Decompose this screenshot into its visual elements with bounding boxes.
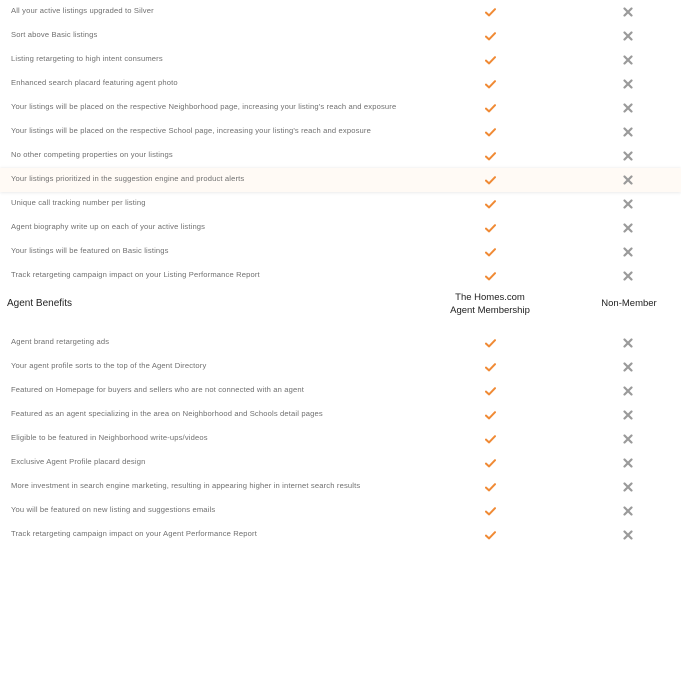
checkmark-icon bbox=[480, 499, 500, 523]
close-icon bbox=[618, 499, 638, 523]
table-row bbox=[0, 144, 681, 168]
table-row bbox=[0, 355, 681, 379]
feature-label: Agent biography write up on each of your active listings bbox=[11, 222, 206, 231]
member-heading-line2: Agent Membership bbox=[450, 305, 530, 316]
close-icon bbox=[618, 331, 638, 355]
close-icon bbox=[618, 264, 638, 288]
close-icon bbox=[618, 168, 638, 192]
table-row bbox=[0, 475, 681, 499]
close-icon bbox=[618, 240, 638, 264]
feature-label: Agent brand retargeting ads bbox=[11, 337, 110, 346]
feature-label: You will be featured on new listing and suggestions emails bbox=[11, 505, 216, 514]
checkmark-icon bbox=[480, 168, 500, 192]
checkmark-icon bbox=[480, 403, 500, 427]
close-icon bbox=[618, 403, 638, 427]
close-icon bbox=[618, 96, 638, 120]
checkmark-icon bbox=[480, 72, 500, 96]
agent-benefits-header bbox=[0, 288, 681, 331]
feature-label: Your listings will be placed on the respective Neighborhood page, increasing your listing's reach and exposure bbox=[11, 102, 397, 111]
checkmark-icon bbox=[480, 379, 500, 403]
checkmark-icon bbox=[480, 331, 500, 355]
table-row bbox=[0, 379, 681, 403]
feature-label: Sort above Basic listings bbox=[11, 30, 98, 39]
table-row bbox=[0, 427, 681, 451]
table-row bbox=[0, 168, 681, 192]
table-row bbox=[0, 264, 681, 288]
close-icon bbox=[618, 379, 638, 403]
close-icon bbox=[618, 120, 638, 144]
feature-label: Eligible to be featured in Neighborhood write-ups/videos bbox=[11, 433, 208, 442]
checkmark-icon bbox=[480, 24, 500, 48]
feature-label: Unique call tracking number per listing bbox=[11, 198, 146, 207]
close-icon bbox=[618, 192, 638, 216]
checkmark-icon bbox=[480, 48, 500, 72]
checkmark-icon bbox=[480, 120, 500, 144]
table-row bbox=[0, 192, 681, 216]
table-row bbox=[0, 48, 681, 72]
table-row bbox=[0, 0, 681, 24]
close-icon bbox=[618, 427, 638, 451]
member-column-heading bbox=[430, 291, 550, 317]
checkmark-icon bbox=[480, 96, 500, 120]
table-row bbox=[0, 451, 681, 475]
nonmember-column-heading: Non-Member bbox=[601, 298, 657, 309]
feature-label: Track retargeting campaign impact on your Listing Performance Report bbox=[11, 270, 260, 279]
member-heading-line1: The Homes.com bbox=[455, 292, 525, 303]
listing-benefits-section bbox=[0, 0, 681, 288]
checkmark-icon bbox=[480, 192, 500, 216]
close-icon bbox=[618, 72, 638, 96]
table-row bbox=[0, 216, 681, 240]
checkmark-icon bbox=[480, 240, 500, 264]
feature-label: No other competing properties on your listings bbox=[11, 150, 173, 159]
checkmark-icon bbox=[480, 0, 500, 24]
feature-label: Your listings will be featured on Basic listings bbox=[11, 246, 169, 255]
feature-label: Featured as an agent specializing in the area on Neighborhood and Schools detail pages bbox=[11, 409, 323, 418]
checkmark-icon bbox=[480, 264, 500, 288]
checkmark-icon bbox=[480, 216, 500, 240]
close-icon bbox=[618, 523, 638, 547]
table-row bbox=[0, 24, 681, 48]
checkmark-icon bbox=[480, 475, 500, 499]
close-icon bbox=[618, 24, 638, 48]
table-row bbox=[0, 523, 681, 547]
table-row bbox=[0, 240, 681, 264]
table-row bbox=[0, 403, 681, 427]
table-row bbox=[0, 499, 681, 523]
close-icon bbox=[618, 216, 638, 240]
close-icon bbox=[618, 451, 638, 475]
table-row bbox=[0, 72, 681, 96]
feature-label: Featured on Homepage for buyers and sellers who are not connected with an agent bbox=[11, 385, 304, 394]
close-icon bbox=[618, 475, 638, 499]
table-row bbox=[0, 331, 681, 355]
close-icon bbox=[618, 48, 638, 72]
feature-label: Exclusive Agent Profile placard design bbox=[11, 457, 146, 466]
close-icon bbox=[618, 355, 638, 379]
feature-label: Your agent profile sorts to the top of the Agent Directory bbox=[11, 361, 207, 370]
feature-label: Track retargeting campaign impact on your Agent Performance Report bbox=[11, 529, 257, 538]
close-icon bbox=[618, 144, 638, 168]
feature-label: Your listings prioritized in the suggestion engine and product alerts bbox=[11, 174, 245, 183]
checkmark-icon bbox=[480, 427, 500, 451]
section-title: Agent Benefits bbox=[7, 298, 73, 309]
feature-label: Listing retargeting to high intent consumers bbox=[11, 54, 163, 63]
checkmark-icon bbox=[480, 355, 500, 379]
checkmark-icon bbox=[480, 144, 500, 168]
table-row bbox=[0, 96, 681, 120]
agent-benefits-section bbox=[0, 331, 681, 547]
feature-label: All your active listings upgraded to Silver bbox=[11, 6, 154, 15]
checkmark-icon bbox=[480, 523, 500, 547]
feature-label: Enhanced search placard featuring agent photo bbox=[11, 78, 178, 87]
table-row bbox=[0, 120, 681, 144]
feature-label: More investment in search engine marketing, resulting in appearing higher in internet search results bbox=[11, 481, 361, 490]
feature-label: Your listings will be placed on the respective School page, increasing your listing's reach and exposure bbox=[11, 126, 371, 135]
checkmark-icon bbox=[480, 451, 500, 475]
close-icon bbox=[618, 0, 638, 24]
